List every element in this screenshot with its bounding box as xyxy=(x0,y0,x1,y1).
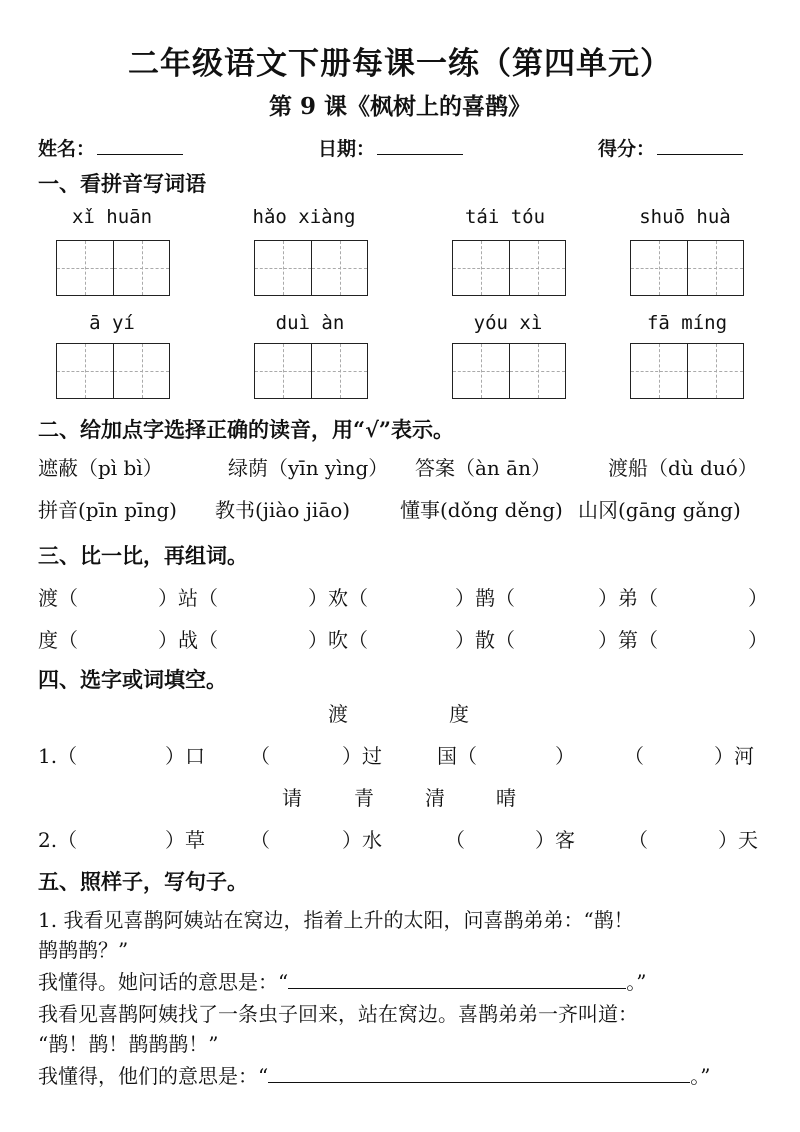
compare-item: ）散（ xyxy=(455,628,515,652)
reading-choice[interactable]: 山冈(gāng gǎng) xyxy=(578,498,741,522)
pinyin-label: tái tóu xyxy=(464,206,546,228)
pinyin-label: ā yí xyxy=(89,312,135,334)
compare-item: ） xyxy=(748,586,768,610)
fill-item: 1.（ xyxy=(38,744,78,768)
writing-grid[interactable] xyxy=(56,343,170,399)
grid-cell[interactable] xyxy=(631,241,687,295)
fill-item: （ xyxy=(624,744,644,768)
compare-item: ）鹊（ xyxy=(455,586,515,610)
score-field xyxy=(598,134,743,161)
answer-suffix: 。” xyxy=(690,1064,711,1088)
fill-item: ）草 xyxy=(165,828,205,852)
reading-choice[interactable]: 渡船（dù duó） xyxy=(608,456,758,480)
compare-item: 渡（ xyxy=(38,586,78,610)
fill-item: ）过 xyxy=(342,744,382,768)
reading-choice[interactable]: 遮蔽（pì bì） xyxy=(38,456,163,480)
fill-item: ）水 xyxy=(342,828,382,852)
date-label: 日期： xyxy=(318,138,376,160)
date-blank[interactable] xyxy=(377,138,463,155)
answer-line-1 xyxy=(38,966,646,995)
answer-prefix: 我懂得，他们的意思是：“ xyxy=(38,1064,269,1088)
choice-word: 晴 xyxy=(496,786,516,810)
section5-heading: 五、照样子，写句子。 xyxy=(38,869,248,894)
pinyin-label: hǎo xiàng xyxy=(252,206,356,228)
fill-item: 国（ xyxy=(437,744,477,768)
answer-prefix: 我懂得。她问话的意思是：“ xyxy=(38,970,289,994)
grid-cell[interactable] xyxy=(311,241,367,295)
writing-grid[interactable] xyxy=(452,343,566,399)
lesson-subtitle: 第 9 课《枫树上的喜鹊》 xyxy=(268,93,532,120)
reading-choice[interactable]: 懂事(dǒng děng) xyxy=(400,498,563,522)
answer-blank[interactable] xyxy=(268,1064,690,1083)
compare-item: ） xyxy=(748,628,768,652)
example-paragraph: 1. 我看见喜鹊阿姨站在窝边，指着上升的太阳，问喜鹊弟弟：“鹊！ xyxy=(38,908,634,932)
grid-cell[interactable] xyxy=(453,241,509,295)
grid-cell[interactable] xyxy=(113,344,169,398)
grid-cell[interactable] xyxy=(57,241,113,295)
grid-cell[interactable] xyxy=(631,344,687,398)
choice-word: 度 xyxy=(449,702,469,726)
grid-cell[interactable] xyxy=(57,344,113,398)
section4-heading: 四、选字或词填空。 xyxy=(38,667,227,692)
fill-item: （ xyxy=(250,744,270,768)
compare-item: ）欢（ xyxy=(308,586,368,610)
compare-item: ）吹（ xyxy=(308,628,368,652)
grid-cell[interactable] xyxy=(113,241,169,295)
writing-grid[interactable] xyxy=(630,240,744,296)
choice-word: 请 xyxy=(282,786,302,810)
grid-cell[interactable] xyxy=(509,344,565,398)
name-label: 姓名： xyxy=(38,138,96,160)
reading-choice[interactable]: 拼音(pīn pīng) xyxy=(38,498,177,522)
choice-word: 渡 xyxy=(328,702,348,726)
reading-choice[interactable]: 绿荫（yīn yìng） xyxy=(228,456,389,480)
example-paragraph: 鹊鹊鹊？” xyxy=(38,938,129,962)
fill-item: （ xyxy=(628,828,648,852)
section1-heading: 一、看拼音写词语 xyxy=(38,171,206,196)
score-label: 得分： xyxy=(598,138,656,160)
answer-line-2 xyxy=(38,1060,710,1089)
pinyin-label: shuō huà xyxy=(639,206,731,228)
fill-item: ）天 xyxy=(718,828,758,852)
writing-grid[interactable] xyxy=(254,343,368,399)
date-field xyxy=(318,134,463,161)
choice-word: 青 xyxy=(354,786,374,810)
grid-cell[interactable] xyxy=(255,241,311,295)
fill-item: ）河 xyxy=(714,744,754,768)
example-paragraph: 我看见喜鹊阿姨找了一条虫子回来，站在窝边。喜鹊弟弟一齐叫道： xyxy=(38,1002,638,1026)
grid-cell[interactable] xyxy=(687,344,743,398)
fill-item: ）客 xyxy=(535,828,575,852)
name-field xyxy=(38,134,183,161)
fill-item: ）口 xyxy=(165,744,205,768)
reading-choice[interactable]: 教书(jiào jiāo) xyxy=(215,498,351,522)
writing-grid[interactable] xyxy=(254,240,368,296)
writing-grid[interactable] xyxy=(56,240,170,296)
section2-heading: 二、给加点字选择正确的读音，用“√”表示。 xyxy=(38,417,454,442)
example-paragraph: “鹊！鹊！鹊鹊鹊！” xyxy=(38,1032,219,1056)
pinyin-label: fā míng xyxy=(646,312,728,334)
reading-choice[interactable]: 答案（àn ān） xyxy=(415,456,551,480)
fill-item: 2.（ xyxy=(38,828,78,852)
choice-word: 清 xyxy=(425,786,445,810)
grid-cell[interactable] xyxy=(453,344,509,398)
compare-item: 度（ xyxy=(38,628,78,652)
worksheet-title: 二年级语文下册每课一练（第四单元） xyxy=(128,46,672,82)
writing-grid[interactable] xyxy=(452,240,566,296)
grid-cell[interactable] xyxy=(687,241,743,295)
grid-cell[interactable] xyxy=(509,241,565,295)
compare-item: ）战（ xyxy=(158,628,218,652)
compare-item: ）站（ xyxy=(158,586,218,610)
answer-blank[interactable] xyxy=(288,970,626,989)
writing-grid[interactable] xyxy=(630,343,744,399)
fill-item: （ xyxy=(445,828,465,852)
grid-cell[interactable] xyxy=(255,344,311,398)
compare-item: ）弟（ xyxy=(598,586,658,610)
pinyin-label: xǐ huān xyxy=(71,206,153,228)
fill-item: （ xyxy=(250,828,270,852)
grid-cell[interactable] xyxy=(311,344,367,398)
name-blank[interactable] xyxy=(97,138,183,155)
compare-item: ）第（ xyxy=(598,628,658,652)
score-blank[interactable] xyxy=(657,138,743,155)
fill-item: ） xyxy=(555,744,575,768)
pinyin-label: yóu xì xyxy=(473,312,543,334)
answer-suffix: 。” xyxy=(626,970,647,994)
section3-heading: 三、比一比，再组词。 xyxy=(38,543,248,568)
pinyin-label: duì àn xyxy=(275,312,345,334)
